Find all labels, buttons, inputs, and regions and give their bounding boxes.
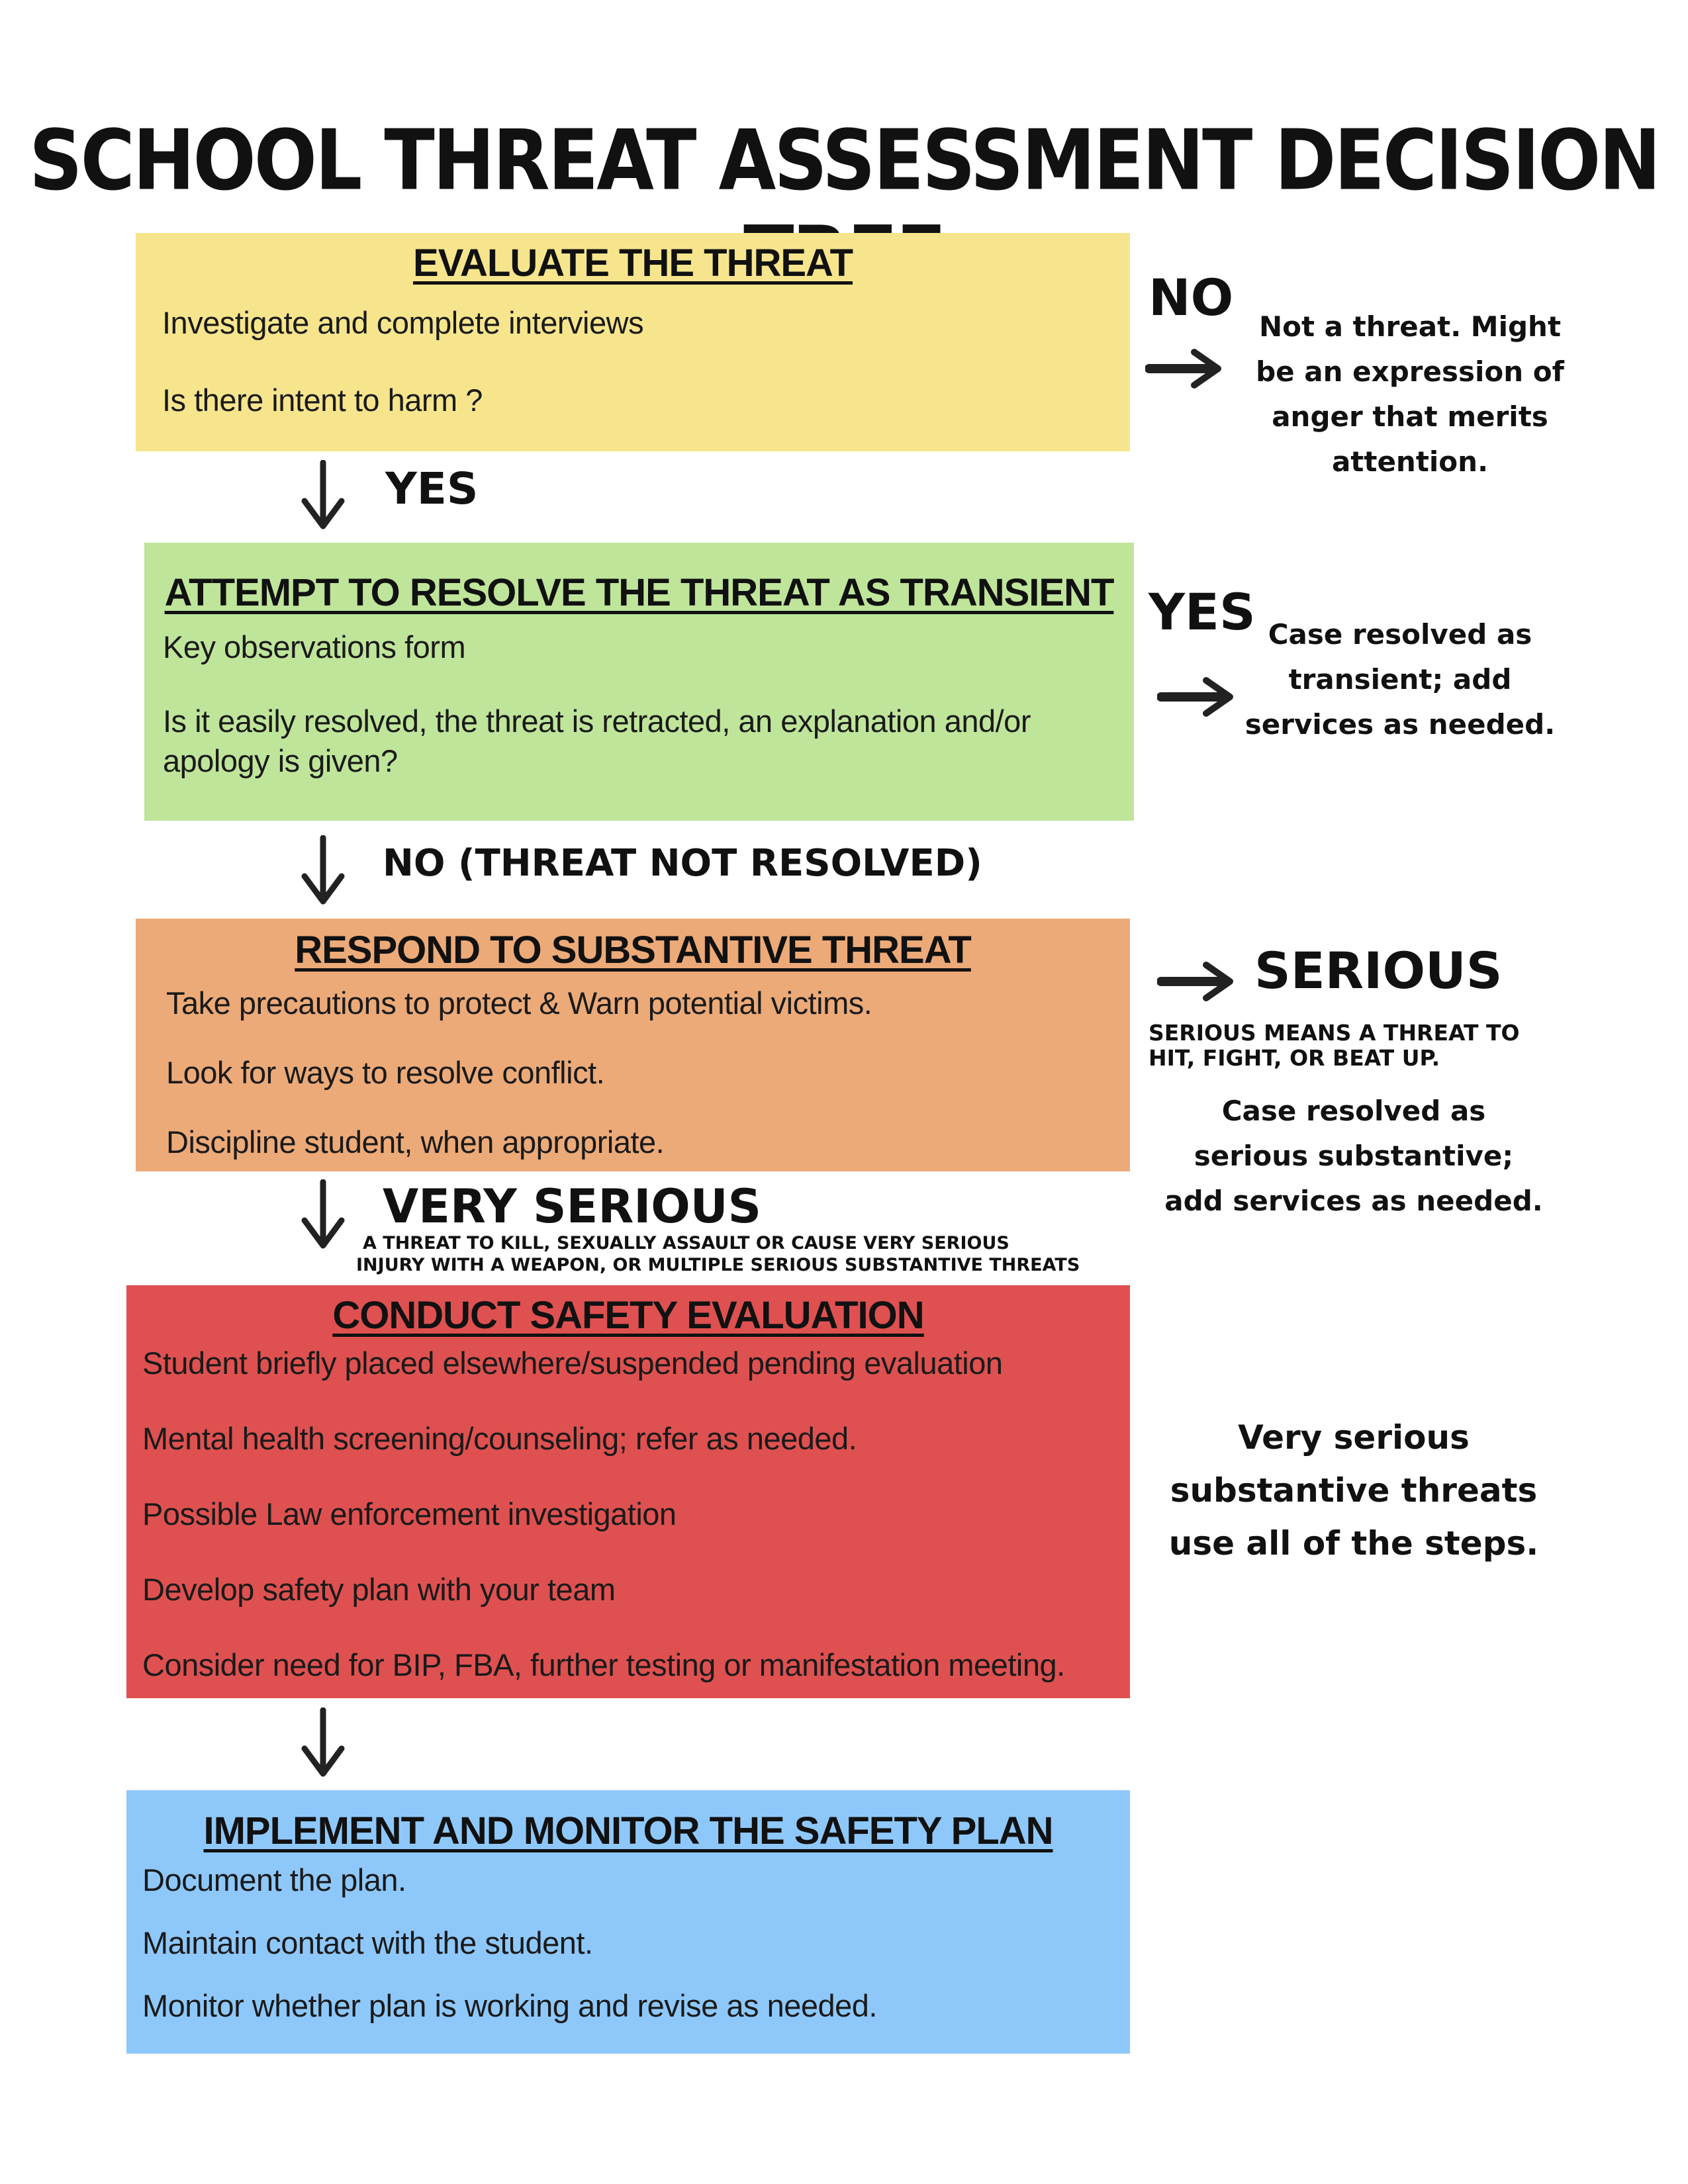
serious-desc-line: HIT, FIGHT, OR BEAT UP. bbox=[1149, 1045, 1440, 1071]
side-yes-label: YES bbox=[1149, 582, 1256, 641]
down-arrow-icon bbox=[297, 460, 350, 533]
side-text-line: use all of the steps. bbox=[1168, 1524, 1539, 1563]
step-heading: EVALUATE THE THREAT bbox=[412, 242, 853, 285]
page-title: SCHOOL THREAT ASSESSMENT DECISION bbox=[28, 113, 1660, 209]
connector-very-serious: VERY SERIOUS bbox=[383, 1179, 762, 1234]
step-line: Is there intent to harm ? bbox=[162, 383, 483, 418]
side-serious-label: SERIOUS bbox=[1254, 941, 1503, 1000]
down-arrow-icon bbox=[297, 835, 350, 908]
right-arrow-icon bbox=[1145, 345, 1225, 392]
step-line: Mental health screening/counseling; refer as needed. bbox=[142, 1421, 857, 1456]
step-line: Monitor whether plan is working and revise as needed. bbox=[142, 1988, 877, 2023]
step-line: Student briefly placed elsewhere/suspended pending evaluation bbox=[142, 1345, 1003, 1381]
step-line: Possible Law enforcement investigation bbox=[142, 1496, 677, 1531]
side-text-line: be an expression of bbox=[1256, 355, 1564, 388]
side-text-line: add services as needed. bbox=[1164, 1185, 1543, 1217]
step-line: Discipline student, when appropriate. bbox=[166, 1124, 665, 1160]
step-heading: IMPLEMENT AND MONITOR THE SAFETY PLAN bbox=[203, 1809, 1053, 1852]
side-text-line: transient; add bbox=[1288, 663, 1512, 696]
serious-desc-line: SERIOUS MEANS A THREAT TO bbox=[1149, 1020, 1520, 1046]
step-line: Investigate and complete interviews bbox=[162, 305, 644, 340]
right-arrow-icon bbox=[1157, 674, 1237, 720]
side-no-text bbox=[1244, 304, 1575, 484]
step-heading: CONDUCT SAFETY EVALUATION bbox=[332, 1294, 924, 1337]
step-line: Maintain contact with the student. bbox=[142, 1925, 593, 1960]
step-heading: RESPOND TO SUBSTANTIVE THREAT bbox=[295, 929, 971, 972]
very-serious-desc-line: INJURY WITH A WEAPON, OR MULTIPLE SERIOUS SUBSTANTIVE THREATS bbox=[356, 1255, 1080, 1275]
step-resolve-transient bbox=[144, 543, 1134, 821]
connector-not-resolved: NO (THREAT NOT RESOLVED) bbox=[383, 842, 982, 885]
side-text-line: substantive threats bbox=[1170, 1471, 1538, 1510]
very-serious-desc-line: A THREAT TO KILL, SEXUALLY ASSAULT OR CAUSE VERY SERIOUS bbox=[363, 1233, 1009, 1253]
side-text-line: Very serious bbox=[1238, 1418, 1470, 1457]
step-line: Document the plan. bbox=[142, 1862, 406, 1897]
down-arrow-icon bbox=[297, 1179, 350, 1252]
serious-desc bbox=[1149, 1021, 1520, 1071]
step-evaluate-threat bbox=[136, 233, 1130, 451]
down-arrow-icon bbox=[297, 1707, 350, 1780]
side-text-line: Not a threat. Might bbox=[1258, 310, 1562, 343]
step-line: Look for ways to resolve conflict. bbox=[166, 1055, 605, 1090]
step-safety-evaluation bbox=[126, 1285, 1130, 1698]
step-line: Consider need for BIP, FBA, further testing or manifestation meeting. bbox=[142, 1647, 1065, 1682]
right-arrow-icon bbox=[1157, 958, 1237, 1005]
side-text-line: serious substantive; bbox=[1194, 1140, 1514, 1172]
connector-yes: YES bbox=[385, 463, 479, 514]
side-text-line: Case resolved as bbox=[1268, 618, 1532, 651]
very-serious-desc bbox=[356, 1232, 1080, 1276]
step-substantive-threat bbox=[136, 919, 1130, 1171]
side-text-line: anger that merits bbox=[1272, 400, 1548, 433]
step-implement-safety-plan bbox=[126, 1790, 1130, 2054]
side-text-line: Case resolved as bbox=[1221, 1095, 1486, 1127]
side-text-line: attention. bbox=[1331, 445, 1489, 478]
side-text-line: services as needed. bbox=[1244, 708, 1556, 741]
side-yes-text bbox=[1241, 612, 1559, 747]
step-heading: ATTEMPT TO RESOLVE THE THREAT AS TRANSIENT bbox=[164, 571, 1114, 614]
side-serious-text bbox=[1155, 1089, 1552, 1224]
step-line: Take precautions to protect & Warn potential victims. bbox=[166, 985, 872, 1021]
step-line: Is it easily resolved, the threat is retracted, an explanation and/or apology is given? bbox=[163, 704, 1031, 778]
side-no-label: NO bbox=[1149, 268, 1234, 327]
side-very-serious-text bbox=[1149, 1411, 1559, 1570]
step-line: Develop safety plan with your team bbox=[142, 1572, 616, 1607]
step-line: Key observations form bbox=[163, 629, 466, 664]
